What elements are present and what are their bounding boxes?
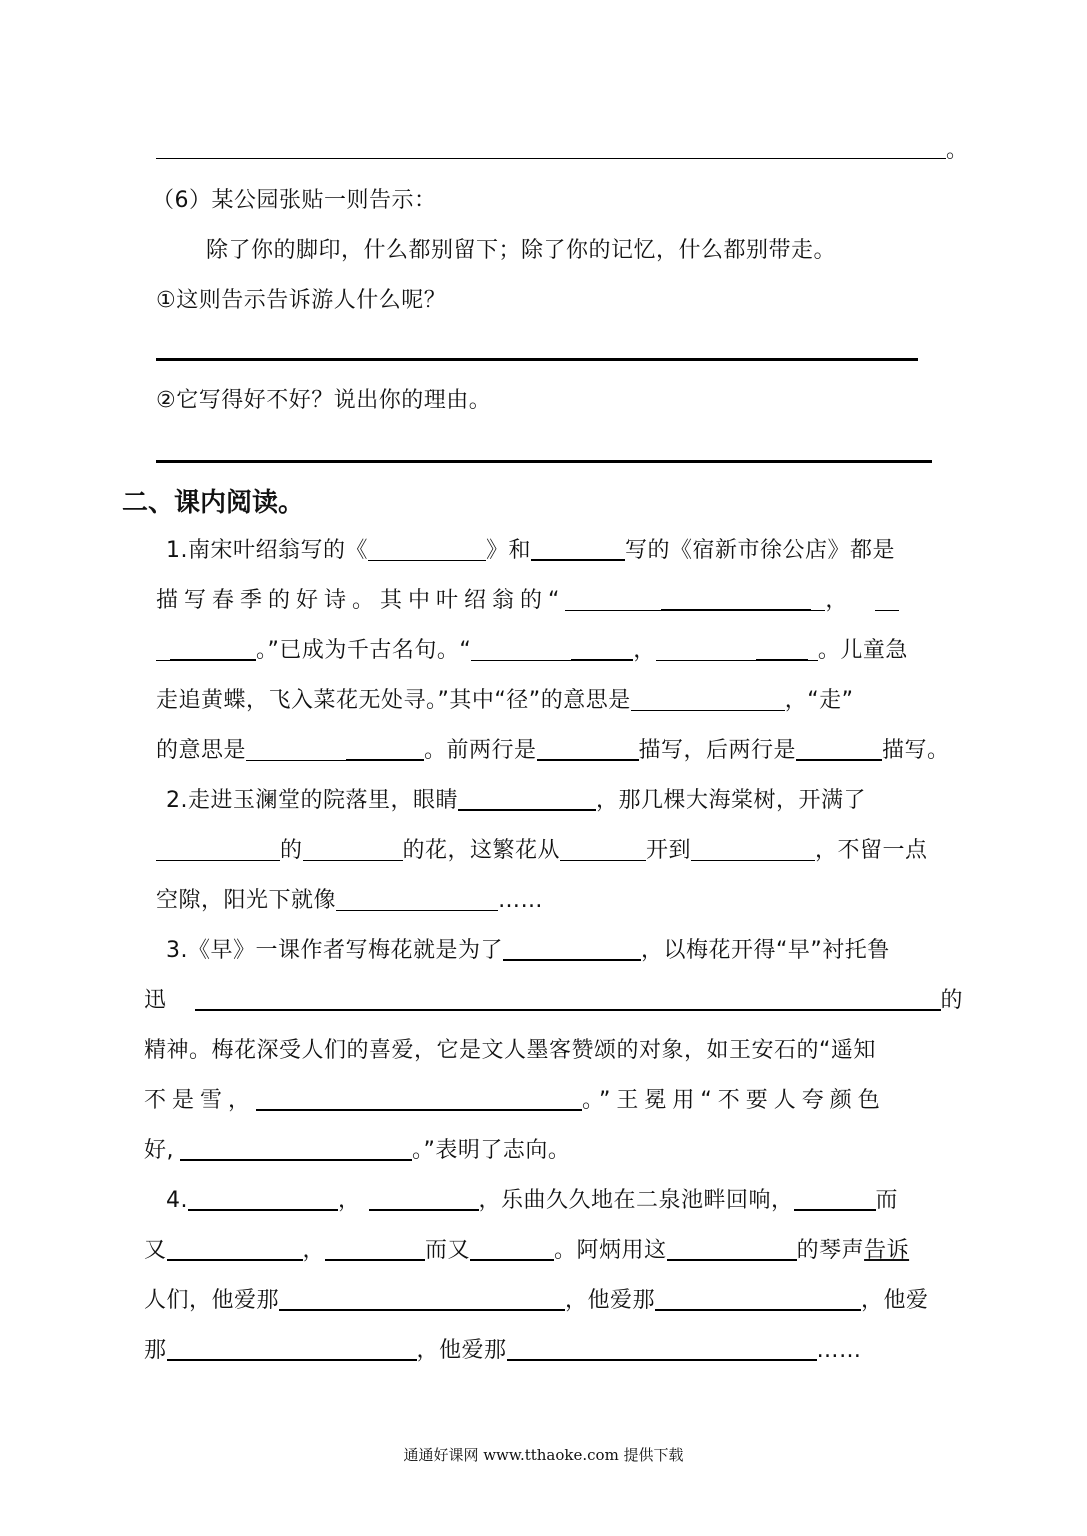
blank[interactable] — [796, 737, 882, 761]
blank[interactable] — [667, 1237, 797, 1261]
q6-answer-line-2[interactable] — [156, 460, 932, 463]
item1-line2: 描写春季的好诗。其中叶绍翁的“ ， — [156, 586, 899, 616]
blank[interactable] — [368, 538, 486, 561]
blank[interactable] — [531, 537, 625, 561]
blank[interactable] — [195, 987, 941, 1011]
blank[interactable] — [156, 638, 170, 661]
blank[interactable] — [180, 1137, 412, 1161]
item4-line4: 那 ，他爱那 …… — [144, 1338, 862, 1363]
section-heading: 二、课内阅读。 — [122, 488, 305, 518]
q6-sub-2: ②它写得好不好？说出你的理由。 — [156, 388, 492, 413]
blank[interactable] — [503, 937, 641, 961]
item1-line1: 1.南宋叶绍翁写的《 》和 写的《宿新市徐公店》都是 — [166, 538, 896, 563]
blank[interactable] — [167, 1237, 303, 1261]
blank[interactable] — [156, 838, 280, 861]
blank[interactable] — [661, 587, 811, 611]
blank[interactable] — [808, 638, 818, 661]
blank[interactable] — [537, 737, 639, 761]
blank[interactable] — [246, 738, 346, 761]
q5-answer-line: 。 — [156, 136, 969, 166]
item4-line2: 又 ， 而又 。阿炳用这 的琴声告诉 — [144, 1238, 910, 1263]
blank[interactable] — [188, 1187, 338, 1211]
item3-line1: 3.《早》一课作者写梅花就是为了 ，以梅花开得“早”衬托鲁 — [166, 938, 890, 963]
item1-line5: 的意思是 。前两行是 描写，后两行是 描写。 — [156, 738, 950, 763]
page-footer: 通通好课网 www.tthaoke.com 提供下载 — [403, 1446, 684, 1464]
blank[interactable] — [470, 1237, 554, 1261]
blank[interactable] — [369, 1187, 479, 1211]
blank[interactable] — [325, 1237, 425, 1261]
blank[interactable] — [560, 838, 646, 861]
blank[interactable] — [875, 588, 899, 611]
blank[interactable] — [303, 838, 403, 861]
blank[interactable] — [691, 838, 815, 861]
blank[interactable] — [458, 787, 596, 811]
item1-line3: 。”已成为千古名句。“ ， 。儿童急 — [156, 636, 908, 666]
q6-intro: （6）某公园张贴一则告示： — [152, 188, 437, 213]
blank[interactable] — [571, 637, 633, 661]
blank[interactable] — [167, 1337, 417, 1361]
blank[interactable] — [471, 638, 571, 661]
item3-line5: 好, 。”表明了志向。 — [144, 1138, 571, 1163]
blank[interactable] — [170, 637, 256, 661]
item3-line3: 精神。梅花深受人们的喜爱，它是文人墨客赞颂的对象，如王安石的“遥知 — [144, 1038, 876, 1063]
item3-line4: 不是雪， 。”王冕用“不要人夸颜色 — [144, 1088, 886, 1113]
q6-sub-1: ①这则告示告诉游人什么呢？ — [156, 288, 447, 313]
q6-notice: 除了你的脚印，什么都别留下；除了你的记忆，什么都别带走。 — [206, 238, 837, 263]
q6-answer-line-1[interactable] — [156, 358, 918, 361]
blank[interactable] — [346, 737, 424, 761]
blank[interactable] — [756, 637, 808, 661]
blank[interactable] — [507, 1337, 817, 1361]
blank[interactable] — [631, 688, 785, 711]
item2-line2: 的 的花，这繁花从 开到 ，不留一点 — [156, 836, 928, 866]
blank[interactable] — [565, 588, 661, 611]
blank[interactable] — [655, 1287, 861, 1311]
item4-line3: 人们，他爱那 ，他爱那 ，他爱 — [144, 1288, 929, 1313]
blank[interactable] — [279, 1287, 565, 1311]
item2-line1: 2.走进玉澜堂的院落里，眼睛 ，那几棵大海棠树，开满了 — [166, 788, 867, 813]
blank[interactable] — [794, 1187, 876, 1211]
item2-line3: 空隙，阳光下就像 …… — [156, 888, 544, 913]
blank[interactable] — [336, 888, 498, 911]
blank[interactable] — [256, 1087, 582, 1111]
blank[interactable] — [656, 638, 756, 661]
blank[interactable] — [811, 588, 825, 611]
item4-line1: 4. ， ，乐曲久久地在二泉池畔回响， 而 — [166, 1188, 899, 1213]
item1-line4: 走追黄蝶，飞入菜花无处寻。”其中“径”的意思是 ，“走” — [156, 688, 854, 713]
item3-line2: 迅 的 — [144, 988, 964, 1013]
